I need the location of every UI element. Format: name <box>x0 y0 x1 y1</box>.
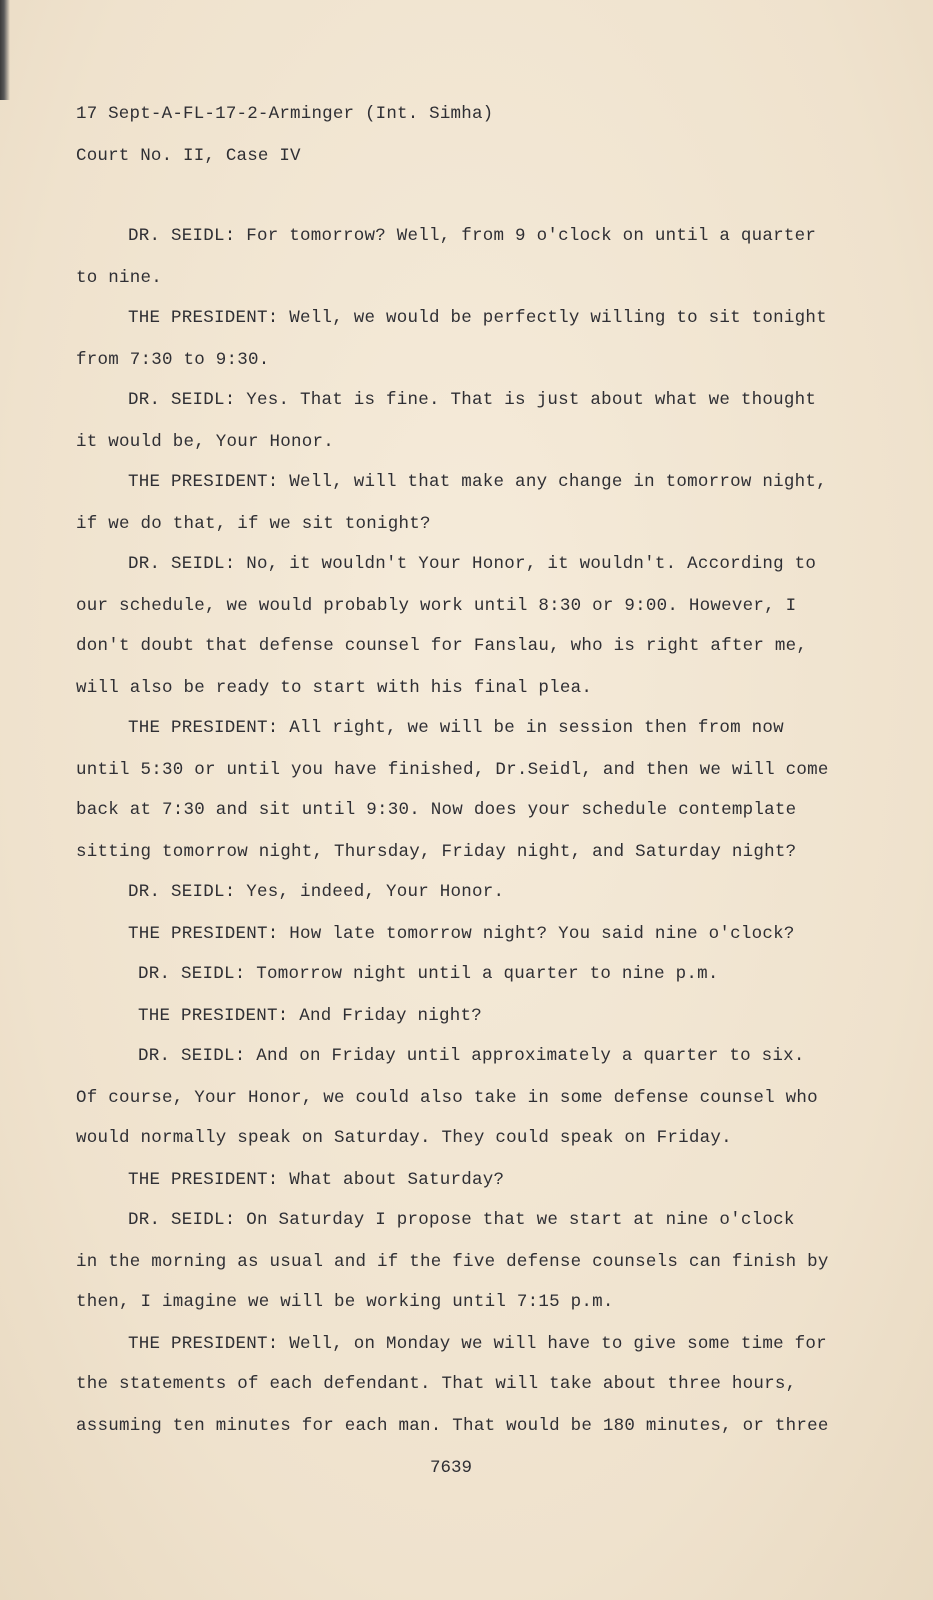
transcript-line: DR. SEIDL: On Saturday I propose that we start at nine o'clock <box>128 1210 795 1230</box>
binding-edge <box>0 0 10 100</box>
transcript-line: our schedule, we would probably work until 8:30 or 9:00. However, I <box>76 596 797 616</box>
transcript-line: then, I imagine we will be working until 7:15 p.m. <box>76 1292 614 1312</box>
transcript-line: THE PRESIDENT: Well, will that make any change in tomorrow night, <box>128 472 827 492</box>
transcript-line: THE PRESIDENT: All right, we will be in session then from now <box>128 718 784 738</box>
transcript-line: THE PRESIDENT: Well, we would be perfectly willing to sit tonight <box>128 308 827 328</box>
transcript-line: would normally speak on Saturday. They could speak on Friday. <box>76 1128 732 1148</box>
transcript-line: until 5:30 or until you have finished, Dr.Seidl, and then we will come <box>76 760 829 780</box>
transcript-line: from 7:30 to 9:30. <box>76 350 270 370</box>
transcript-line: DR. SEIDL: For tomorrow? Well, from 9 o'clock on until a quarter <box>128 226 817 246</box>
transcript-line: THE PRESIDENT: Well, on Monday we will have to give some time for <box>128 1334 827 1354</box>
transcript-line: DR. SEIDL: Yes, indeed, Your Honor. <box>128 882 505 902</box>
transcript-line: sitting tomorrow night, Thursday, Friday night, and Saturday night? <box>76 842 797 862</box>
transcript-line: assuming ten minutes for each man. That would be 180 minutes, or three <box>76 1416 829 1436</box>
transcript-line: if we do that, if we sit tonight? <box>76 514 431 534</box>
page-number: 7639 <box>430 1458 473 1478</box>
transcript-line: DR. SEIDL: No, it wouldn't Your Honor, it wouldn't. According to <box>128 554 817 574</box>
transcript-line: DR. SEIDL: Tomorrow night until a quarter to nine p.m. <box>138 964 719 984</box>
transcript-line: don't doubt that defense counsel for Fanslau, who is right after me, <box>76 636 808 656</box>
transcript-line: THE PRESIDENT: What about Saturday? <box>128 1170 505 1190</box>
transcript-line: DR. SEIDL: And on Friday until approximately a quarter to six. <box>138 1046 805 1066</box>
court-case-heading: Court No. II, Case IV <box>76 146 301 166</box>
document-reference: 17 Sept-A-FL-17-2-Arminger (Int. Simha) <box>76 104 494 124</box>
transcript-line: back at 7:30 and sit until 9:30. Now does your schedule contemplate <box>76 800 797 820</box>
transcript-line: in the morning as usual and if the five defense counsels can finish by <box>76 1252 829 1272</box>
transcript-line: THE PRESIDENT: And Friday night? <box>138 1006 483 1026</box>
transcript-line: Of course, Your Honor, we could also take in some defense counsel who <box>76 1088 818 1108</box>
transcript-line: to nine. <box>76 268 163 288</box>
transcript-line: DR. SEIDL: Yes. That is fine. That is just about what we thought <box>128 390 817 410</box>
transcript-line: will also be ready to start with his final plea. <box>76 678 593 698</box>
transcript-line: the statements of each defendant. That will take about three hours, <box>76 1374 797 1394</box>
transcript-line: THE PRESIDENT: How late tomorrow night? You said nine o'clock? <box>128 924 795 944</box>
transcript-line: it would be, Your Honor. <box>76 432 335 452</box>
